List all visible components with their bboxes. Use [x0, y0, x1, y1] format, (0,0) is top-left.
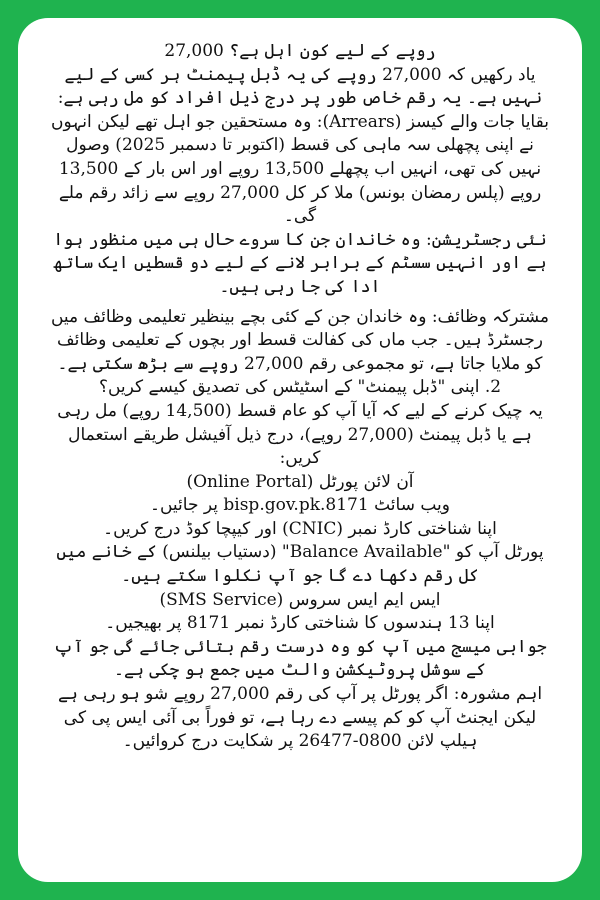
portal-step-website: ویب سائٹ bisp.gov.pk.8171 پر جائیں۔ — [150, 495, 450, 516]
sms-step-reply: جوابی میسج میں آپ کو وہ درست رقم بتائی جائے گی جو آپ کے سوشل پروٹیکشن والٹ میں جمع ہو چکی ہے۔ — [53, 636, 547, 681]
important-advice-paragraph: اہم مشورہ: اگر پورٹل پر آپ کی رقم 27,000 روپے شو ہو رہی ہے لیکن ایجنٹ آپ کو کم پیسے دے رہا ہے، تو فوراً بی آئی ایس پی کی ہیلپ لائن 0800-26477 پر شکایت درج کروائیں۔ — [57, 684, 543, 752]
portal-step-cnic: اپنا شناختی کارڈ نمبر (CNIC) اور کیپچا کوڈ درج کریں۔ — [103, 518, 497, 539]
article-body — [48, 40, 552, 754]
sms-service-heading: ایس ایم ایس سروس (SMS Service) — [159, 589, 441, 610]
combined-stipends-paragraph: مشترکہ وظائف: وہ خاندان جن کے کئی بچے بینظیر تعلیمی وظائف میں رجسٹرڈ ہیں۔ جب ماں کی کفالت قسط اور بچوں کے تعلیمی وظائف کو ملایا جاتا ہے، تو مجموعی رقم 27,000 روپے سے بڑھ سکتی ہے۔ — [50, 306, 550, 374]
portal-step-balance: پورٹل آپ کو "Balance Available" (دستیاب بیلنس) کے خانے میں کل رقم دکھا دے گا جو آپ نکلوا سکتے ہیں۔ — [56, 542, 544, 587]
intro-paragraph: یاد رکھیں کہ 27,000 روپے کی یہ ڈبل پیمنٹ ہر کسی کے لیے نہیں ہے۔ یہ رقم خاص طور پر درج ذیل افراد کو مل رہی ہے: — [57, 64, 543, 109]
status-check-heading: 2. اپنی "ڈبل پیمنٹ" کے اسٹیٹس کی تصدیق کیسے کریں؟ — [98, 377, 502, 398]
new-registration-paragraph: نئی رجسٹریشن: وہ خاندان جن کا سروے حال ہی میں منظور ہوا ہے اور انہیں سسٹم کے برابر لانے کے لیے دو قسطیں ایک ساتھ ادا کی جا رہی ہیں۔ — [53, 229, 547, 297]
status-check-paragraph: یہ چیک کرنے کے لیے کہ آیا آپ کو عام قسط (14,500 روپے) مل رہی ہے یا ڈبل پیمنٹ (27,000 روپے)، درج ذیل آفیشل طریقے استعمال کریں: — [57, 400, 543, 469]
online-portal-heading: آن لائن پورٹل (Online Portal) — [186, 471, 414, 492]
sms-step-send: اپنا 13 ہندسوں کا شناختی کارڈ نمبر 8171 پر بھیجیں۔ — [105, 613, 495, 634]
eligibility-heading: روپے کے لیے کون اہل ہے؟ 27,000 — [164, 41, 436, 61]
arrears-paragraph: بقایا جات والے کیسز (Arrears): وہ مستحقین جو اہل تھے لیکن انہوں نے اپنی پچھلی سہ ماہی کی قسط (اکتوبر تا دسمبر 2025) وصول نہیں کی تھی، انہیں اب پچھلے 13,500 روپے اور اس بار کے 13,500 روپے (پلس رمضان بونس) ملا کر کل 27,000 روپے سے زائد رقم ملے گی۔ — [51, 111, 549, 227]
article-card — [18, 18, 582, 882]
